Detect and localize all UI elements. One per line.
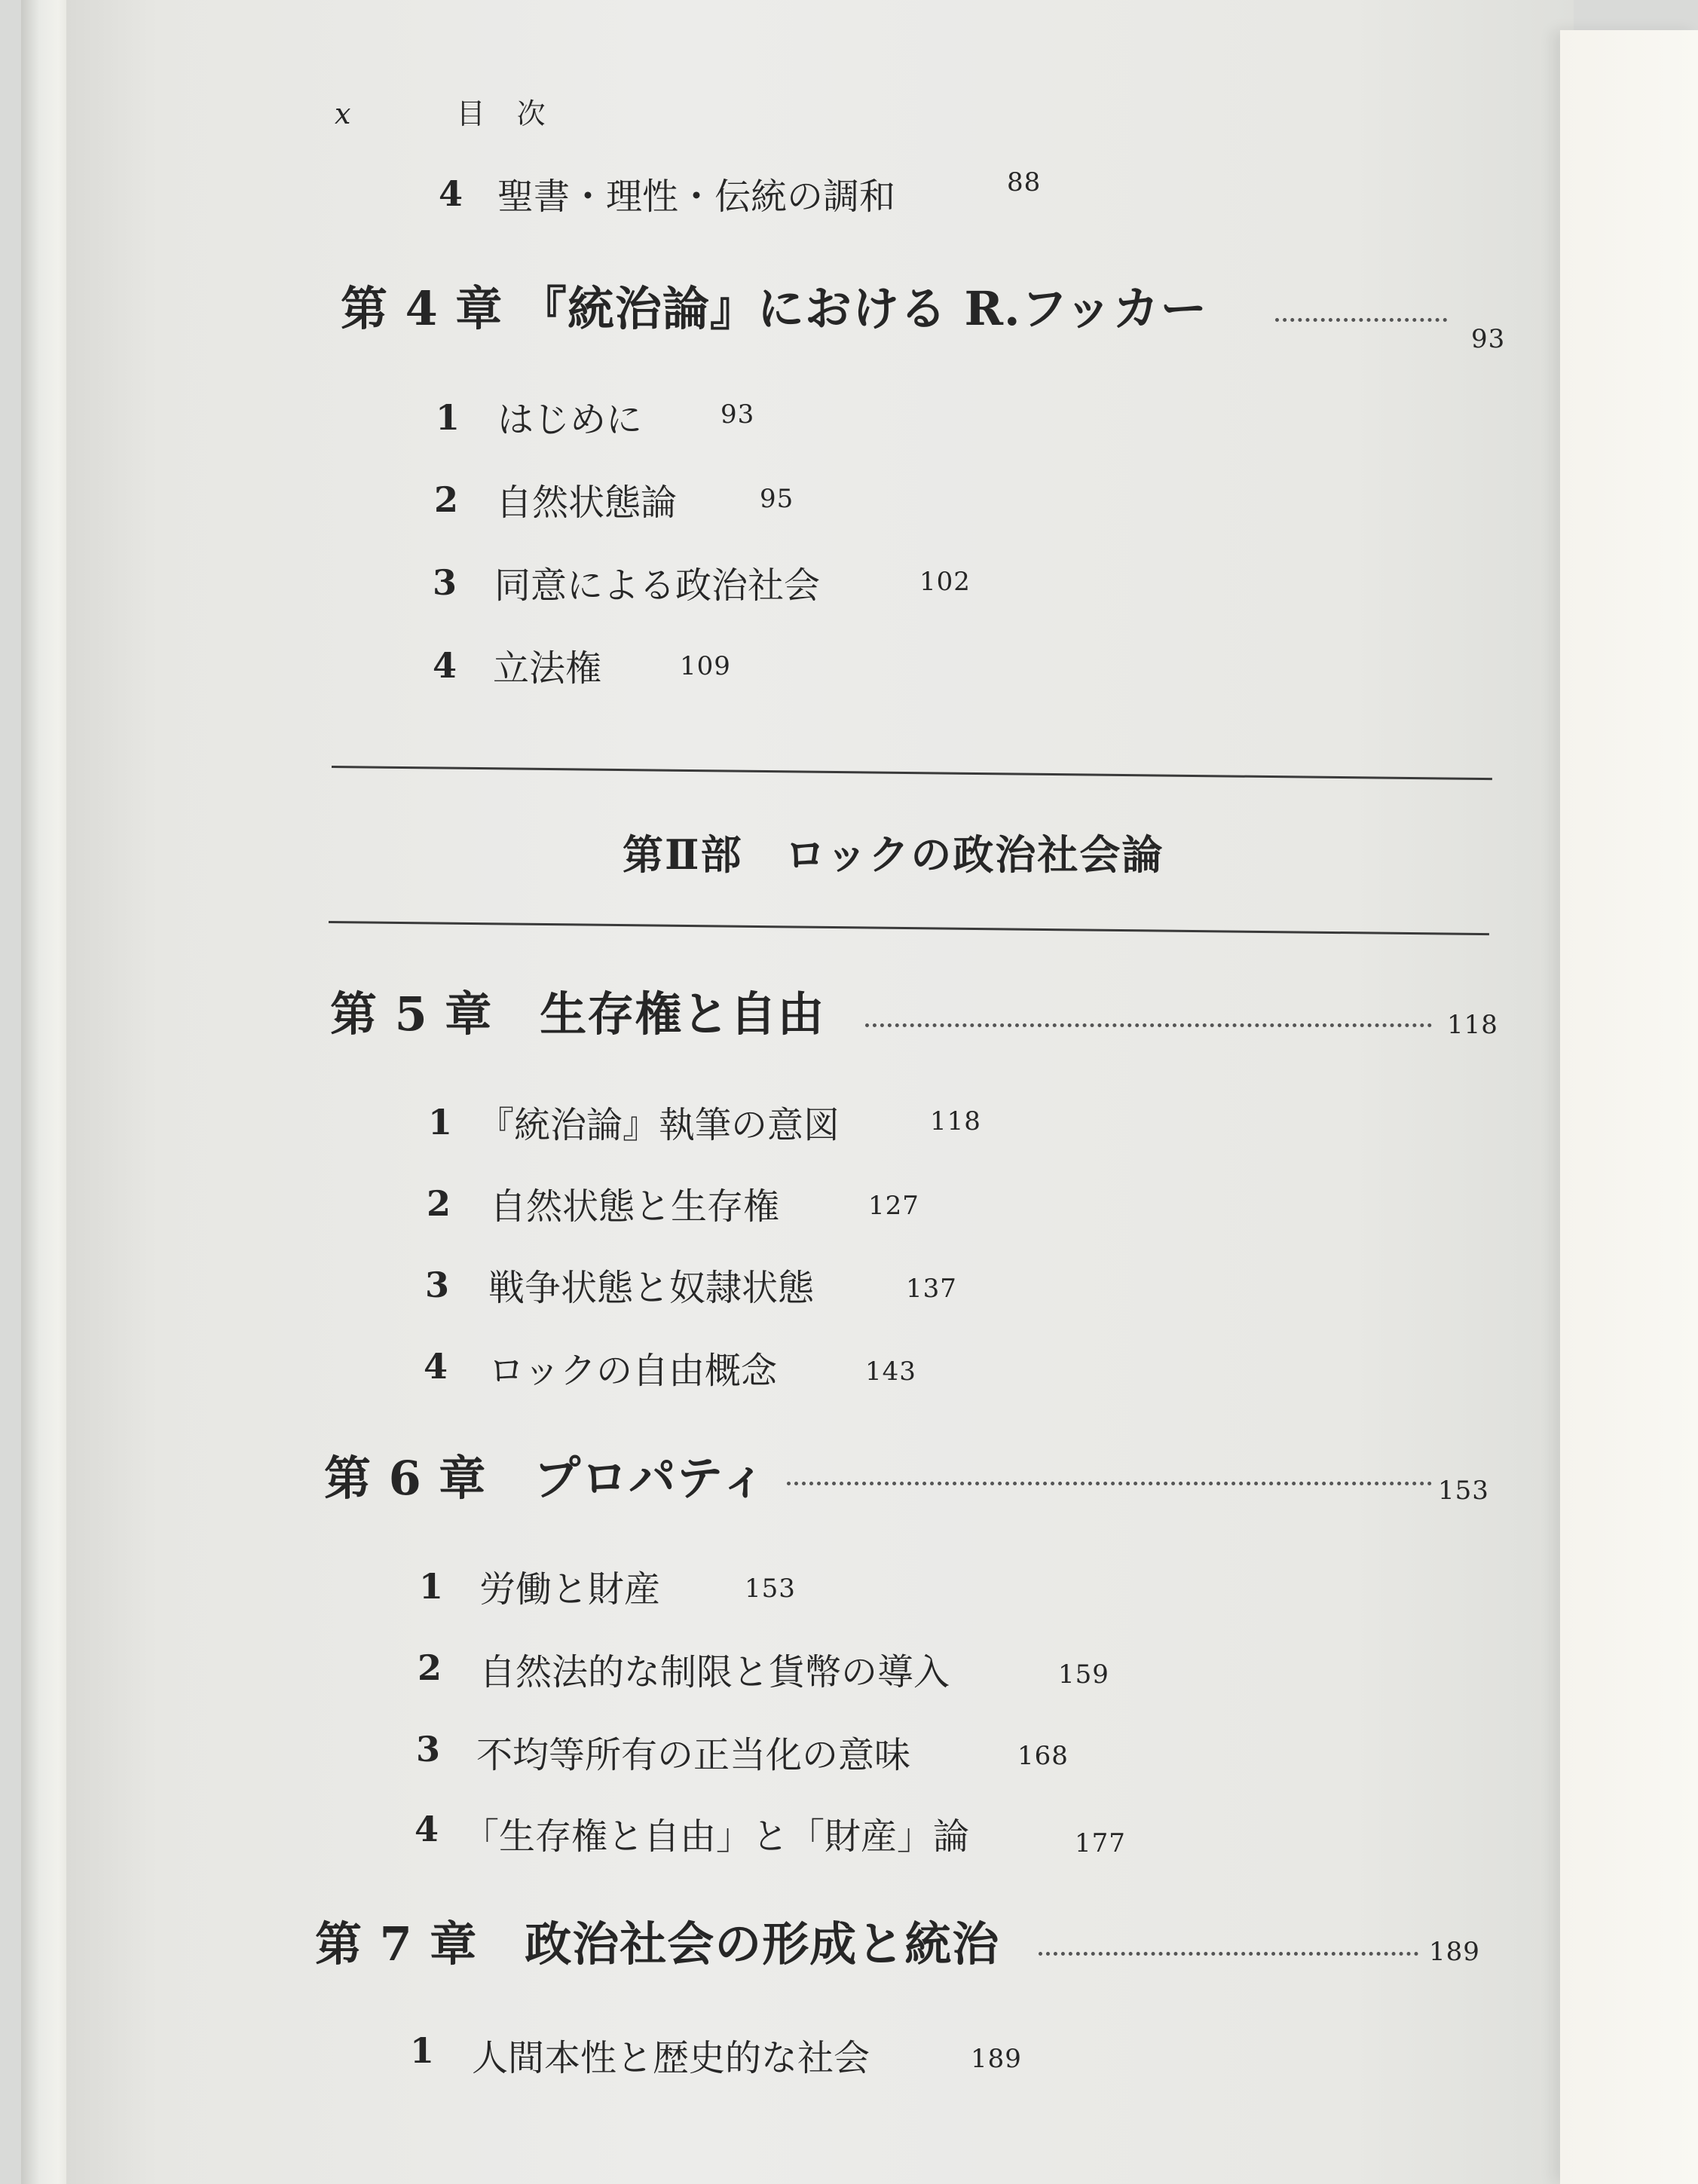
chapter-6-page: 153 <box>1438 1476 1489 1506</box>
chapter-5-page: 118 <box>1447 1010 1498 1040</box>
section-number: 2 <box>434 479 459 520</box>
section-page: 153 <box>745 1574 796 1604</box>
chapter-7-page: 189 <box>1429 1937 1480 1967</box>
section-page: 88 <box>1007 167 1042 197</box>
section-page: 168 <box>1017 1741 1069 1771</box>
section-title: 『統治論』執筆の意図 <box>478 1104 840 1146</box>
section-number: 3 <box>425 1265 450 1305</box>
section-page: 95 <box>760 484 794 514</box>
section-title: 自然状態論 <box>496 482 678 524</box>
section-title: 労働と財産 <box>479 1568 661 1610</box>
section-title: 不均等所有の正当化の意味 <box>476 1734 911 1776</box>
section-number: 3 <box>416 1729 441 1770</box>
section-page: 118 <box>930 1106 981 1136</box>
section-page: 143 <box>865 1357 916 1387</box>
section-page: 189 <box>971 2044 1022 2074</box>
chapter-4-heading: 第 4 章 『統治論』における R.フッカー <box>341 281 1208 336</box>
leader-dots <box>1275 318 1447 322</box>
section-page: 159 <box>1058 1659 1109 1690</box>
chapter-5-heading: 第 5 章 生存権と自由 <box>330 986 825 1042</box>
section-number: 4 <box>433 645 457 686</box>
section-title: 自然法的な制限と貨幣の導入 <box>479 1651 950 1693</box>
section-number: 4 <box>439 173 464 214</box>
section-page: 127 <box>868 1191 919 1221</box>
facing-page <box>1560 30 1698 2184</box>
section-number: 1 <box>419 1566 444 1607</box>
section-page: 177 <box>1075 1828 1126 1858</box>
chapter-6-heading: 第 6 章 プロパティ <box>324 1451 768 1506</box>
section-title: 「生存権と自由」と「財産」論 <box>463 1815 970 1858</box>
section-number: 4 <box>415 1809 439 1849</box>
section-number: 2 <box>418 1647 442 1688</box>
section-title: 聖書・理性・伝統の調和 <box>497 176 896 218</box>
section-title: ロックの自由概念 <box>488 1350 778 1392</box>
section-number: 4 <box>424 1346 448 1387</box>
leader-dots <box>1039 1952 1418 1956</box>
section-page: 137 <box>906 1274 957 1304</box>
section-number: 1 <box>436 397 460 438</box>
header-title: 目 次 <box>456 97 547 130</box>
part-2-title: 第Ⅱ部 ロックの政治社会論 <box>623 830 1164 879</box>
chapter-7-heading: 第 7 章 政治社会の形成と統治 <box>315 1916 1000 1971</box>
section-number: 1 <box>428 1102 453 1142</box>
section-title: はじめに <box>497 399 643 441</box>
leader-dots <box>865 1023 1432 1027</box>
section-page: 109 <box>680 651 731 681</box>
section-number: 2 <box>427 1183 451 1224</box>
section-page: 102 <box>919 567 971 597</box>
section-title: 戦争状態と奴隷状態 <box>488 1267 815 1309</box>
section-title: 人間本性と歴史的な社会 <box>472 2037 870 2079</box>
leader-dots <box>787 1482 1432 1485</box>
section-title: 立法権 <box>493 647 602 690</box>
running-header <box>335 90 547 132</box>
section-number: 3 <box>433 562 457 603</box>
chapter-4-page: 93 <box>1471 324 1506 354</box>
section-title: 自然状態と生存権 <box>490 1185 780 1228</box>
section-page: 93 <box>721 399 755 430</box>
section-title: 同意による政治社会 <box>494 564 821 607</box>
section-number: 1 <box>410 2030 435 2071</box>
page-folio: x <box>335 97 353 130</box>
